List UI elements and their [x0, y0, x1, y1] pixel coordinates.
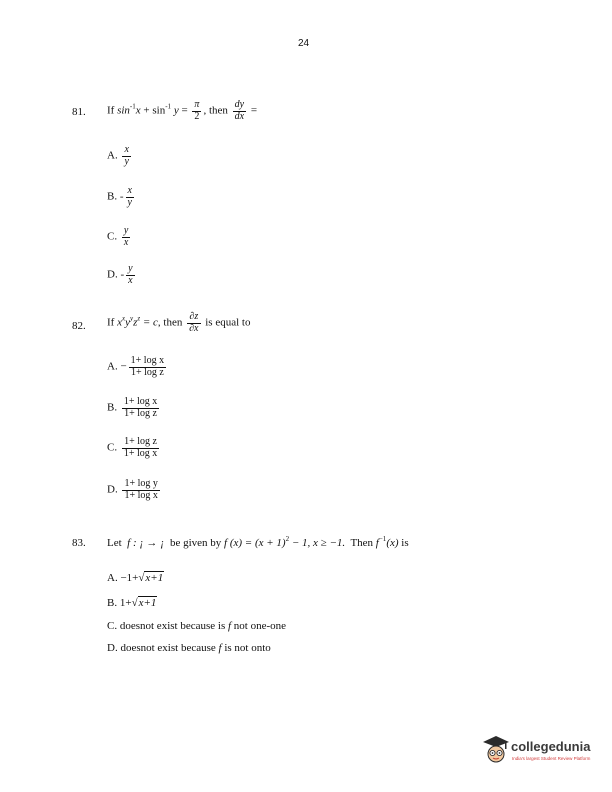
- fraction: [126, 186, 134, 208]
- option-label: A.: [107, 572, 118, 584]
- stem-text: y: [125, 316, 130, 329]
- sqrt-symbol: √x+1: [138, 572, 164, 584]
- fraction: [187, 312, 200, 334]
- sqrt-symbol: √x+1: [131, 597, 157, 609]
- option-text: -: [119, 190, 124, 203]
- stem-text: =: [181, 104, 188, 117]
- option-c: [107, 226, 132, 248]
- stem-text: − 1, x ≥ −1.: [289, 537, 346, 549]
- question-number: 81.: [72, 106, 86, 118]
- option-c: [107, 437, 161, 459]
- numerator: y: [123, 225, 129, 236]
- option-label: B.: [107, 597, 118, 609]
- denominator: 1+ log x: [124, 489, 158, 501]
- fraction: [192, 100, 201, 122]
- stem-text: x: [121, 314, 126, 323]
- graduate-mascot-icon: [481, 734, 511, 766]
- stem-text: is: [401, 537, 409, 549]
- numerator: y: [128, 263, 133, 274]
- option-a: A. − $\frac{\text{1+ log x}}{\text{1+ log z}}$: [107, 355, 165, 378]
- fraction: [122, 479, 159, 501]
- stem-text: sin: [152, 104, 166, 117]
- option-text: is not onto: [224, 642, 271, 654]
- numerator: dy: [234, 99, 245, 110]
- page-number: 24: [298, 38, 310, 49]
- fraction: [126, 264, 134, 286]
- stem-text: −1: [378, 535, 387, 543]
- option-label: C.: [107, 441, 118, 454]
- option-text: −1+: [120, 572, 139, 584]
- stem-text: , then: [157, 316, 183, 329]
- stem-text: sin: [117, 104, 130, 117]
- option-a: [107, 145, 133, 167]
- denominator: ∂x: [189, 322, 199, 334]
- stem-text: -1: [165, 102, 172, 111]
- question-number: 83.: [72, 537, 86, 549]
- numerator: 1+ log y: [124, 478, 158, 489]
- option-b: [107, 397, 161, 419]
- question-number: 82.: [72, 320, 86, 332]
- logo-tagline: India's largest Student Review Platform: [512, 756, 591, 761]
- stem-text: be given by: [169, 537, 222, 549]
- denominator: 1+ log z: [124, 407, 157, 419]
- stem-text: , then: [203, 104, 228, 117]
- numerator: x: [127, 185, 132, 196]
- collegedunia-logo: [481, 734, 591, 769]
- denominator: y: [127, 196, 132, 208]
- fraction: [129, 356, 166, 378]
- option-b: [107, 186, 136, 208]
- stem-text: Let: [107, 537, 122, 549]
- stem-text: -1: [129, 102, 136, 111]
- denominator: dx: [234, 110, 245, 122]
- option-text: not one-one: [233, 620, 287, 632]
- stem-text: x: [135, 104, 141, 117]
- option-label: A.: [107, 360, 118, 373]
- option-text: -: [120, 268, 125, 281]
- fraction: [122, 397, 159, 419]
- stem-text: =: [250, 104, 258, 117]
- stem-text: f : ¡ → ¡: [127, 537, 165, 549]
- fraction: [233, 100, 246, 122]
- option-label: A.: [107, 149, 118, 162]
- stem-text: is equal to: [205, 316, 251, 329]
- stem-text: 2: [285, 535, 290, 543]
- denominator: 1+ log x: [123, 447, 158, 459]
- option-d: [107, 642, 271, 654]
- numerator: ∂z: [189, 311, 199, 322]
- option-b: [107, 597, 157, 609]
- stem-text: Then: [350, 537, 374, 549]
- stem-text: y: [173, 104, 179, 117]
- numerator: 1+ log z: [124, 436, 157, 447]
- option-d: [107, 264, 137, 286]
- radicand: x+1: [145, 572, 164, 584]
- option-d: [107, 479, 162, 501]
- stem-text: z: [137, 314, 141, 323]
- option-text: C. doesnot exist because is: [107, 620, 226, 632]
- stem-text: x: [117, 316, 122, 329]
- fraction: [122, 145, 130, 167]
- option-c: [107, 620, 286, 632]
- option-a: [107, 572, 164, 584]
- stem-text: f (x) = (x + 1): [224, 537, 286, 549]
- stem-text: f: [375, 537, 379, 549]
- option-label: D.: [107, 268, 118, 281]
- option-text: D. doesnot exist because: [107, 642, 216, 654]
- stem-text: If: [107, 104, 115, 117]
- question-stem: [107, 312, 250, 334]
- question-stem: [107, 100, 257, 122]
- option-label: C.: [107, 230, 118, 243]
- numerator: π: [194, 99, 200, 110]
- question-stem: [107, 535, 409, 549]
- fraction: [122, 437, 159, 459]
- logo-wordmark: collegedunia: [511, 739, 591, 754]
- option-label: B.: [107, 190, 118, 203]
- numerator: x: [124, 144, 129, 155]
- stem-text: z: [133, 316, 138, 329]
- option-label: D.: [107, 483, 118, 496]
- numerator: 1+ log x: [130, 355, 165, 366]
- denominator: 2: [194, 110, 200, 122]
- stem-text: +: [143, 104, 150, 117]
- option-text: f: [218, 642, 222, 654]
- radicand: x+1: [138, 597, 157, 609]
- denominator: x: [123, 236, 129, 248]
- fraction: [122, 226, 130, 248]
- option-text: 1+: [119, 597, 132, 609]
- denominator: 1+ log z: [130, 366, 164, 378]
- stem-text: y: [129, 314, 134, 323]
- numerator: 1+ log x: [123, 396, 158, 407]
- denominator: x: [128, 274, 133, 286]
- option-text: f: [227, 620, 232, 632]
- stem-text: = c: [140, 316, 158, 329]
- denominator: y: [124, 155, 129, 167]
- option-label: B.: [107, 401, 118, 414]
- stem-text: (x): [386, 537, 399, 549]
- stem-text: If: [107, 316, 115, 329]
